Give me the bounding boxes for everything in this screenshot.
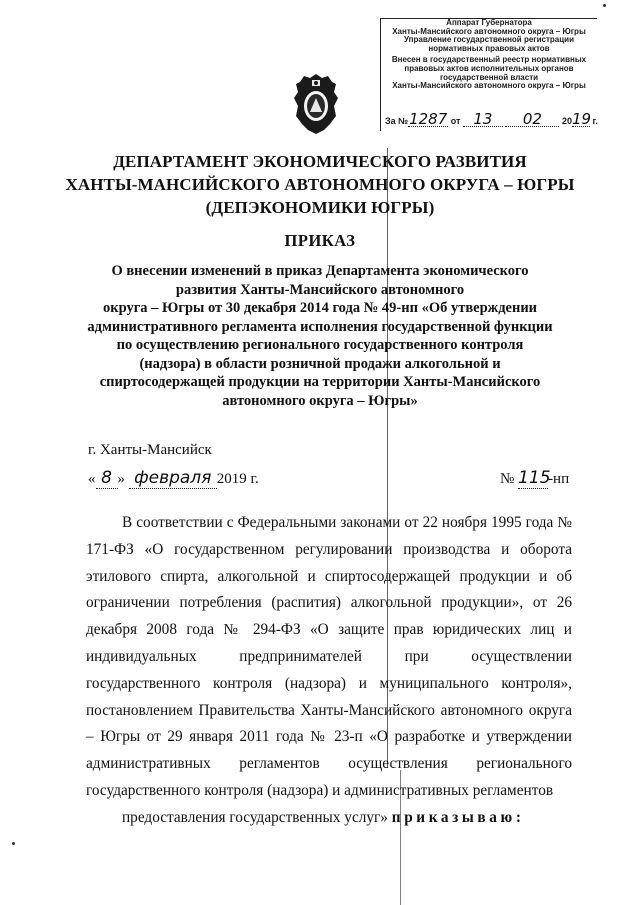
stamp-reg-day: 13 <box>463 112 503 127</box>
order-number <box>500 468 569 489</box>
stamp-reg-number: 1287 <box>409 110 448 128</box>
stamp-reg-mid: от <box>450 116 461 126</box>
order-number-suffix: -нп <box>548 471 570 487</box>
scan-speck <box>603 4 606 7</box>
stamp-line: Аппарат Губернатора <box>446 18 532 27</box>
stamp-line: государственной власти <box>439 72 539 82</box>
coat-of-arms-emblem-icon <box>292 72 340 136</box>
registration-stamp <box>380 18 597 131</box>
body-paragraph-text: В соответствии с Федеральными законами от 22 ноября 1995 года № 171-ФЗ «О государственном регулировании производства и оборота этилового спирта, алкогольной и спиртосодержащей продукции и об ограничении потребления (распития) алкогольной продукции», от 26 декабря 2008 года № 294-ФЗ «О защите прав юридических лиц и индивидуальных предпринимателей при осуществлении государственного контроля (надзора) и муниципального контроля», постановлением Правительства Ханты-Мансийского автономного округа – Югры от 29 января 2011 года № 23-п «О разработке и утверждении административных регламентов осуществления регионального государственного контроля (надзора) и административных регламентов <box>86 514 572 799</box>
stamp-line: правовых актов исполнительных органов <box>404 63 574 73</box>
order-number-prefix: № <box>500 471 515 487</box>
order-subject <box>60 262 580 410</box>
stamp-line: нормативных правовых актов <box>428 43 550 53</box>
department-name-line: ХАНТЫ-МАНСИЙСКОГО АВТОНОМНОГО ОКРУГА – ЮГРЫ <box>65 175 575 194</box>
issue-place: г. Ханты-Мансийск <box>88 442 212 458</box>
stamp-registration-row <box>385 112 598 127</box>
date-open-quote: « <box>88 471 96 487</box>
scan-speck <box>12 842 15 845</box>
body-last-line-text: предоставления государственных услуг» <box>122 808 388 826</box>
date-year: 2019 г. <box>216 471 259 487</box>
body-paragraph <box>86 510 572 832</box>
stamp-reg-year: 19 <box>571 110 592 128</box>
stamp-line: Управление государственной регистрации <box>404 35 574 45</box>
stamp-reg-year-prefix: 20 <box>561 116 572 126</box>
order-number-value: 115 <box>518 468 551 488</box>
department-name-line: ДЕПАРТАМЕНТ ЭКОНОМИЧЕСКОГО РАЗВИТИЯ <box>113 152 527 171</box>
body-last-line <box>86 805 572 832</box>
order-subject-line: спиртосодержащей продукции на территории Ханты-Мансийского <box>99 374 541 390</box>
date-close-quote: » <box>117 471 125 487</box>
stamp-line: Внесен в государственный реестр нормативных <box>391 55 587 65</box>
order-subject-line: административного регламента исполнения государственной функции <box>87 318 553 335</box>
document-type-title: ПРИКАЗ <box>284 231 356 250</box>
issue-date <box>88 468 259 489</box>
order-subject-line: по осуществлению регионального государственного контроля <box>116 337 524 353</box>
stamp-reg-prefix: За № <box>385 116 409 126</box>
order-subject-line: автономного округа – Югры» <box>222 392 418 409</box>
stamp-reg-end: г. <box>592 116 598 126</box>
order-directive-word: приказываю: <box>391 808 525 826</box>
stamp-line: Ханты-Мансийского автономного округа – Югры <box>392 81 586 91</box>
order-subject-line: развития Ханты-Мансийского автономного <box>175 281 465 298</box>
department-name-line: (ДЕПЭКОНОМИКИ ЮГРЫ) <box>205 198 435 217</box>
stamp-reg-month: 02 <box>505 112 559 127</box>
date-month: февраля <box>129 468 217 489</box>
order-body <box>86 510 572 832</box>
date-day: 8 <box>96 468 118 489</box>
department-name <box>40 150 600 219</box>
order-subject-line: (надзора) в области розничной продажи алкогольной и <box>139 355 501 372</box>
order-subject-line: округа – Югры от 30 декабря 2014 года № 49-нп «Об утверждении <box>102 300 538 316</box>
order-subject-line: О внесении изменений в приказ Департамента экономического <box>111 263 529 279</box>
stamp-line: Ханты-Мансийского автономного округа – Югры <box>392 26 586 36</box>
